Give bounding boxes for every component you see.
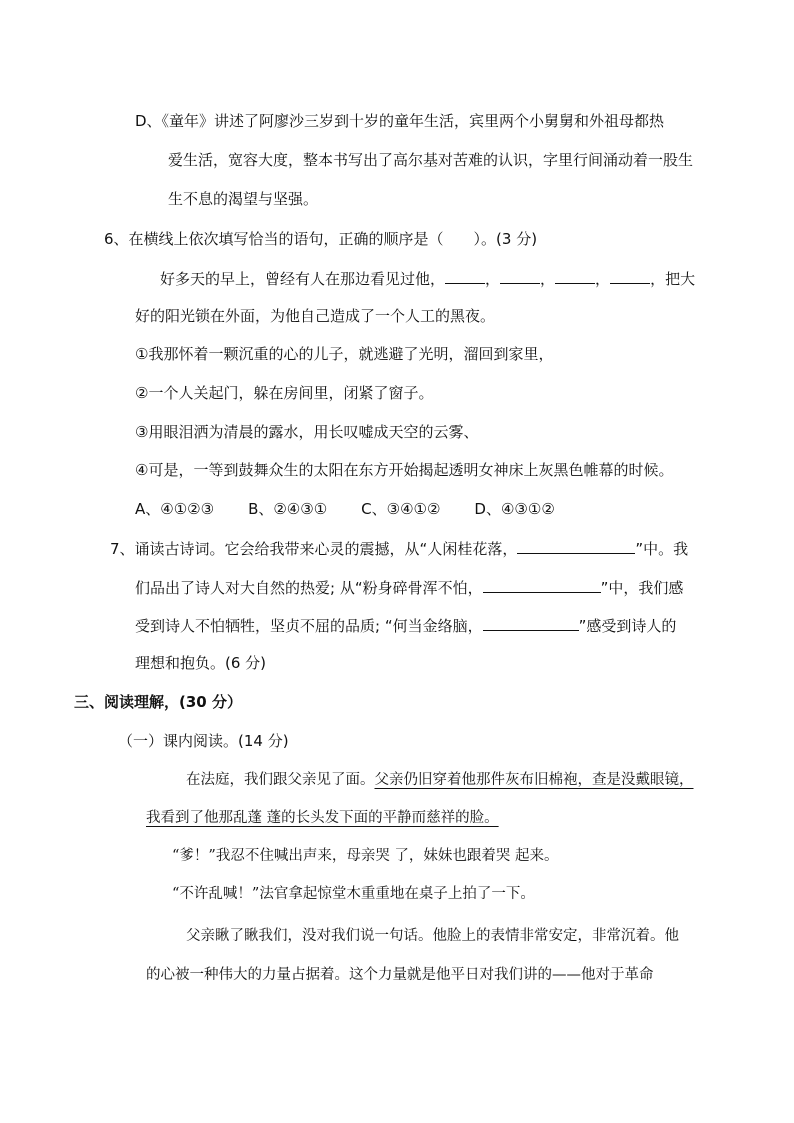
q7-line3: [135, 614, 676, 637]
q7-text: 受到诗人不怕牺牲，坚贞不屈的品质; “何当金络脑，: [135, 617, 483, 635]
fill-blank[interactable]: [555, 267, 595, 284]
passage-p4-line1: 父亲瞅了瞅我们，没对我们说一句话。他脸上的表情非常安定，非常沉着。他: [186, 928, 679, 944]
fill-blank[interactable]: [483, 614, 579, 631]
q7-line2: [135, 576, 683, 599]
q6-option-a[interactable]: A、④①②③: [135, 500, 215, 518]
q6-stem: 6、在横线上依次填写恰当的语句，正确的顺序是（ ）。(3 分): [104, 230, 538, 248]
sub-section-heading: （一）课内阅读。(14 分): [118, 732, 289, 750]
q6-item-1: ①我那怀着一颗沉重的心的儿子，就逃避了光明，溜回到家里，: [135, 345, 554, 363]
passage-underlined-text: 父亲仍旧穿着他那件灰布旧棉袍，查是没戴眼镜，: [374, 772, 694, 788]
section-heading: 三、阅读理解，(30 分）: [74, 693, 242, 711]
q6-item-4: ④可是，一等到鼓舞众生的太阳在东方开始揭起透明女神床上灰黑色帷幕的时候。: [135, 461, 674, 479]
q6-passage-start: 好多天的早上，曾经有人在那边看见过他，: [160, 270, 446, 288]
passage-p2: “爹！”我忍不住喊出声来，母亲哭 了，妹妹也跟着哭 起来。: [172, 848, 559, 864]
fill-blank[interactable]: [445, 267, 485, 284]
passage-p1-line1: [186, 769, 694, 791]
q6-passage-end: ，把大: [650, 270, 696, 288]
q6-item-3: ③用眼泪洒为清晨的露水，用长叹嘘成天空的云雾、: [135, 423, 479, 441]
passage-p3: “不许乱喊！”法官拿起惊堂木重重地在桌子上拍了一下。: [172, 886, 535, 902]
q6-option-c[interactable]: C、③④①②: [361, 500, 441, 518]
q5-option-d-line2: 爱生活，宽容大度，整本书写出了高尔基对苦难的认识，字里行间涌动着一股生: [168, 151, 694, 169]
q6-options: [135, 498, 589, 520]
q7-line4: 理想和抱负。(6 分): [135, 654, 267, 672]
q7-text: ”中。我: [635, 540, 689, 558]
q7-text: ”感受到诗人的: [578, 617, 677, 635]
q5-option-d-line1: D、《童年》讲述了阿廖沙三岁到十岁的童年生活，宾里两个小舅舅和外祖母都热: [135, 112, 665, 130]
fill-blank[interactable]: [610, 267, 650, 284]
q6-option-b[interactable]: B、②④③①: [248, 500, 328, 518]
fill-blank[interactable]: [483, 576, 601, 593]
q6-passage-line2: 好的阳光锁在外面，为他自己造成了一个人工的黑夜。: [135, 307, 496, 325]
q6-item-2: ②一个人关起门，躲在房间里，闭紧了窗子。: [135, 384, 434, 402]
q5-option-d-line3: 生不息的渴望与坚强。: [168, 190, 319, 208]
passage-p1-line2: 我看到了他那乱蓬 蓬的长头发下面的平静而慈祥的脸。: [146, 810, 499, 826]
q7-text: 7、诵读古诗词。它会给我带来心灵的震撼，从“人闲桂花落，: [110, 540, 518, 558]
passage-p4-line2: 的心被一种伟大的力量占据着。这个力量就是他平日对我们讲的——他对于革命: [146, 967, 654, 983]
q6-option-d[interactable]: D、④③①②: [474, 500, 555, 518]
q7-text: 们品出了诗人对大自然的热爱; 从“粉身碎骨浑不怕，: [135, 579, 483, 597]
q7-text: ”中，我们感: [600, 579, 684, 597]
fill-blank[interactable]: [517, 537, 635, 554]
q7-line1: [110, 537, 688, 560]
fill-blank[interactable]: [500, 267, 540, 284]
q6-passage-line1: 好多天的早上，曾经有人在那边看见过他， ， ， ， ，把大: [160, 267, 695, 290]
passage-text: 在法庭，我们跟父亲见了面。: [186, 772, 375, 788]
